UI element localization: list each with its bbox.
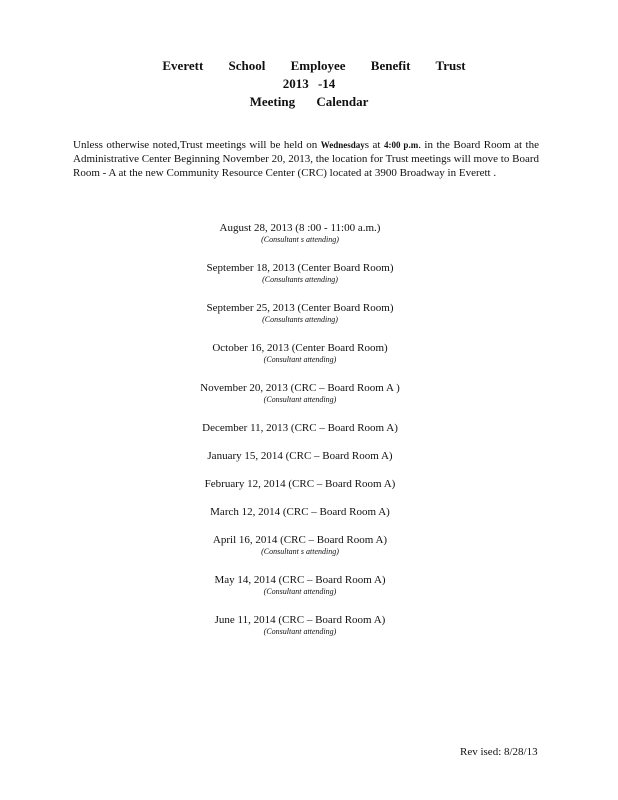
intro-weekday: Wednesday: [320, 140, 365, 150]
intro-time: 4:00 p.m: [383, 140, 419, 150]
meeting-note: (Consultant s attending): [261, 547, 339, 556]
meeting-date: August 28, 2013 (8 :00 - 11:00 a.m.): [219, 222, 381, 234]
meeting-note: (Consultant attending): [263, 587, 337, 596]
meeting-item: [150, 450, 450, 463]
meeting-item: [150, 382, 450, 405]
meeting-date: June 11, 2014 (CRC – Board Room A): [214, 614, 386, 626]
meeting-date: April 16, 2014 (CRC – Board Room A): [212, 534, 388, 546]
meeting-list: [150, 222, 450, 654]
meeting-note: (Consultant attending): [263, 627, 337, 636]
meeting-item: [150, 302, 450, 325]
title-calendar: Meeting Calendar: [249, 94, 369, 109]
meeting-date: September 25, 2013 (Center Board Room): [206, 302, 394, 314]
meeting-note: (Consultants attending): [262, 275, 338, 284]
meeting-date: February 12, 2014 (CRC – Board Room A): [204, 478, 396, 490]
meeting-note: (Consultant s attending): [261, 235, 339, 244]
revised-date: Rev ised: 8/28/13: [460, 746, 538, 758]
document-title: [0, 57, 618, 111]
meeting-date: March 12, 2014 (CRC – Board Room A): [210, 506, 390, 518]
title-organization: Everett School Employee Benefit Trust: [162, 58, 466, 73]
meeting-note: (Consultant attending): [263, 395, 337, 404]
meeting-item: [150, 342, 450, 365]
meeting-date: January 15, 2014 (CRC – Board Room A): [207, 450, 393, 462]
intro-text-1: Unless otherwise noted,Trust meetings will be held on: [73, 139, 321, 151]
title-year: 2013 -14: [282, 76, 336, 91]
meeting-item: [150, 422, 450, 435]
meeting-item: [150, 574, 450, 597]
intro-text-2: s at: [364, 139, 384, 151]
meeting-item: [150, 222, 450, 245]
intro-paragraph: [73, 138, 539, 180]
meeting-item: [150, 262, 450, 285]
meeting-date: October 16, 2013 (Center Board Room): [212, 342, 388, 354]
meeting-item: [150, 478, 450, 491]
meeting-date: December 11, 2013 (CRC – Board Room A): [202, 422, 398, 434]
meeting-note: (Consultant attending): [263, 355, 337, 364]
meeting-date: September 18, 2013 (Center Board Room): [206, 262, 394, 274]
meeting-item: [150, 614, 450, 637]
intro-text-3: . in the Board Room at the Administrative Center Beginning November 20, 2013, the location for Trust meetings will move to Board Room - A at the new Community Resource Center (CRC) located at 3900 Broadway in Everett .: [73, 139, 539, 179]
meeting-item: [150, 506, 450, 519]
meeting-note: (Consultants attending): [262, 315, 338, 324]
meeting-date: May 14, 2014 (CRC – Board Room A): [214, 574, 386, 586]
meeting-item: [150, 534, 450, 557]
meeting-date: November 20, 2013 (CRC – Board Room A ): [200, 382, 400, 394]
